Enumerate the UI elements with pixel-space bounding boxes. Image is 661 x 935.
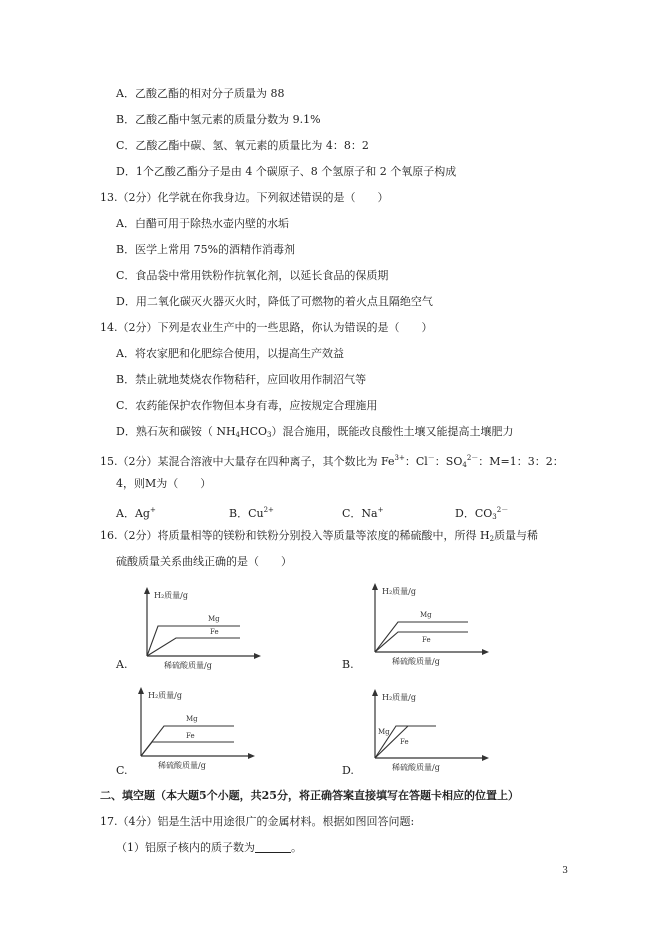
q14-option-a: A．将农家肥和化肥综合使用，以提高生产效益 <box>116 347 344 360</box>
q14-option-b: B．禁止就地焚烧农作物秸秆，应回收用作制沼气等 <box>116 373 367 386</box>
x-axis-arrow <box>482 649 489 655</box>
q15-option-d: D．$CO_3^{2-}$ <box>455 506 509 521</box>
q17-stem: 17.（4分）铝是生活中用途很广的金属材料。根据如图回答问题: <box>100 815 415 828</box>
q14-stem: 14.（2分）下列是农业生产中的一些思路，你认为错误的是（ ） <box>100 321 433 334</box>
q15-option-b: B．$Cu^{2+}$ <box>229 506 274 520</box>
x-label: 稀硫酸质量/g <box>164 661 212 670</box>
fe-label: Fe <box>400 738 409 746</box>
fe-curve <box>141 742 234 756</box>
q17-sub1: （1）铝原子核内的质子数为 。 <box>116 841 302 854</box>
mg-curve <box>141 726 234 756</box>
q16-stem: 16.（2分）将质量相等的镁粉和铁粉分别投入等质量等浓度的稀硫酸中，所得 $H_2$质量与稀 <box>100 529 539 543</box>
q12-option-c: C．乙酸乙酯中碳、氢、氧元素的质量比为 4：8：2 <box>116 139 369 152</box>
fe-label: Fe <box>210 628 219 636</box>
q13-option-c: C．食品袋中常用铁粉作抗氧化剂，以延长食品的保质期 <box>116 269 389 282</box>
y-axis-arrow <box>372 689 378 696</box>
graph-d-label: D. <box>342 764 354 777</box>
q12-option-d: D．1个乙酸乙酯分子是由 4 个碳原子、8 个氢原子和 2 个氧原子构成 <box>116 165 457 178</box>
mg-curve <box>147 626 240 656</box>
fe-curve <box>147 638 240 656</box>
x-label: 稀硫酸质量/g <box>392 657 440 666</box>
q15-stem-line2: 4，则M为（ ） <box>116 477 212 490</box>
fe-label: Fe <box>422 636 431 644</box>
y-axis-arrow <box>372 583 378 590</box>
q13-option-a: A．白醋可用于除热水壶内壁的水垢 <box>116 217 289 230</box>
mg-label: Mg <box>378 728 390 736</box>
graph-c-label: C. <box>116 764 128 777</box>
y-label: H₂质量/g <box>154 591 188 600</box>
q14-option-c: C．农药能保护农作物但本身有毒，应按规定合理施用 <box>116 399 378 412</box>
graph-d <box>358 688 498 773</box>
y-label: H₂质量/g <box>382 587 416 596</box>
section-heading: 二、填空题（本大题5个小题，共25分，将正确答案直接填写在答题卡相应的位置上） <box>100 789 519 802</box>
y-axis-arrow <box>144 587 150 594</box>
x-axis-arrow <box>254 653 261 659</box>
x-axis-arrow <box>248 753 255 759</box>
mg-label: Mg <box>208 615 220 623</box>
x-label: 稀硫酸质量/g <box>392 763 440 772</box>
page-number: 3 <box>562 866 568 876</box>
x-axis-arrow <box>482 755 489 761</box>
graph-c <box>124 686 264 771</box>
q12-option-b: B．乙酸乙酯中氢元素的质量分数为 9.1% <box>116 113 321 126</box>
q13-option-d: D．用二氧化碳灭火器灭火时，降低了可燃物的着火点且隔绝空气 <box>116 295 433 308</box>
mg-label: Mg <box>186 715 198 723</box>
q15-option-c: C．Na+ <box>342 506 384 520</box>
graph-a <box>130 586 270 671</box>
y-label: H₂质量/g <box>148 691 182 700</box>
y-label: H₂质量/g <box>382 693 416 702</box>
q15-option-a: A．Ag+ <box>116 506 156 520</box>
q13-option-b: B．医学上常用 75%的酒精作消毒剂 <box>116 243 296 256</box>
answer-blank <box>255 842 291 853</box>
q14-option-d: D．熟石灰和碳铵（ $NH_4HCO_3$）混合施用，既能改良酸性土壤又能提高土壤肥力 <box>116 425 514 439</box>
mg-label: Mg <box>420 611 432 619</box>
fe-label: Fe <box>186 732 195 740</box>
q12-option-a: A．乙酸乙酯的相对分子质量为 88 <box>116 87 285 100</box>
graph-b-label: B. <box>342 658 354 671</box>
q13-stem: 13.（2分）化学就在你我身边。下列叙述错误的是（ ） <box>100 191 389 204</box>
graph-a-label: A. <box>116 658 128 671</box>
q15-stem: 15.（2分）某混合溶液中大量存在四种离子，其个数比为 $Fe^{3+}$：Cl－：$SO_4^{2-}$：M=1：3：2： <box>100 454 564 469</box>
x-label: 稀硫酸质量/g <box>158 761 206 770</box>
y-axis-arrow <box>138 687 144 694</box>
graph-b <box>358 582 498 667</box>
q16-stem-line2: 硫酸质量关系曲线正确的是（ ） <box>116 555 292 568</box>
